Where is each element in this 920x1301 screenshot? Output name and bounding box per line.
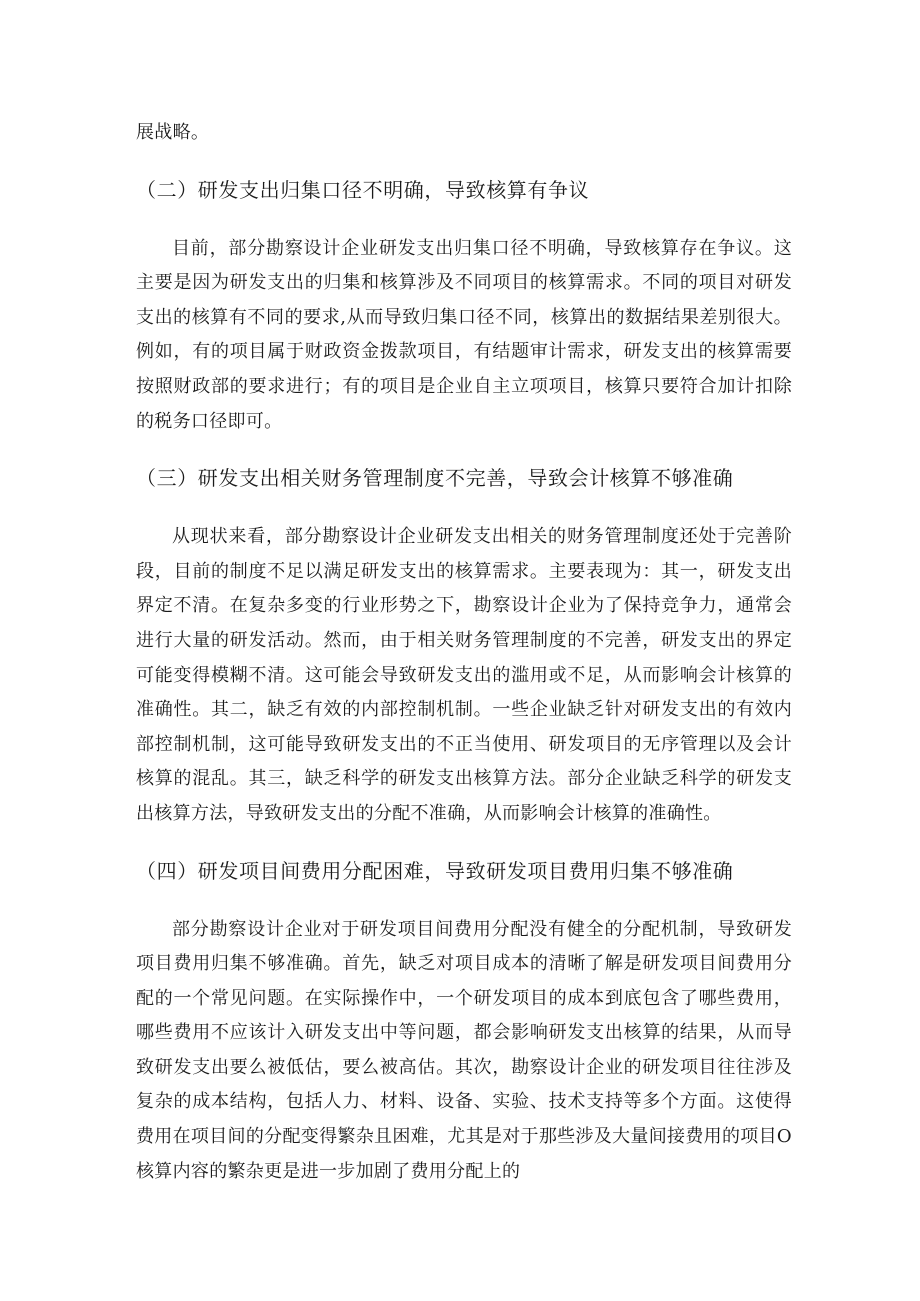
section-paragraph-2: 目前，部分勘察设计企业研发支出归集口径不明确，导致核算存在争议。这主要是因为研发支出的归集和核算涉及不同项目的核算需求。不同的项目对研发支出的核算有不同的要求,从而导致归集口径不同，核算出的数据结果差别很大。例如，有的项目属于财政资金拨款项目，有结题审计需求，研发支出的核算需要按照财政部的要求进行；有的项目是企业自主立项项目，核算只要符合加计扣除的税务口径即可。 <box>136 237 792 432</box>
section-heading-4: （四）研发项目间费用分配困难，导致研发项目费用归集不够准确 <box>136 858 734 883</box>
section-heading-3: （三）研发支出相关财务管理制度不完善，导致会计核算不够准确 <box>136 466 734 491</box>
section-paragraph-3: 从现状来看，部分勘察设计企业研发支出相关的财务管理制度还处于完善阶段，目前的制度不足以满足研发支出的核算需求。主要表现为：其一，研发支出界定不清。在复杂多变的行业形势之下，勘察设计企业为了保持竞争力，通常会进行大量的研发活动。然而，由于相关财务管理制度的不完善，研发支出的界定可能变得模糊不清。这可能会导致研发支出的滥用或不足，从而影响会计核算的准确性。其二，缺乏有效的内部控制机制。一些企业缺乏针对研发支出的有效内部控制机制，这可能导致研发支出的不正当使用、研发项目的无序管理以及会计核算的混乱。其三，缺乏科学的研发支出核算方法。部分企业缺乏科学的研发支出核算方法，导致研发支出的分配不准确，从而影响会计核算的准确性。 <box>136 526 792 824</box>
continuation-text: 展战略。 <box>136 122 210 143</box>
document-body <box>136 116 792 1189</box>
section-paragraph-4: 部分勘察设计企业对于研发项目间费用分配没有健全的分配机制，导致研发项目费用归集不够准确。首先，缺乏对项目成本的清晰了解是研发项目间费用分配的一个常见问题。在实际操作中，一个研发项目的成本到底包含了哪些费用，哪些费用不应该计入研发支出中等问题，都会影响研发支出核算的结果，从而导致研发支出要么被低估，要么被高估。其次，勘察设计企业的研发项目往往涉及复杂的成本结构，包括人力、材料、设备、实验、技术支持等多个方面。这使得费用在项目间的分配变得繁杂且困难，尤其是对于那些涉及大量间接费用的项目O核算内容的繁杂更是进一步加剧了费用分配上的 <box>136 918 792 1182</box>
section-heading-2: （二）研发支出归集口径不明确，导致核算有争议 <box>136 177 590 202</box>
